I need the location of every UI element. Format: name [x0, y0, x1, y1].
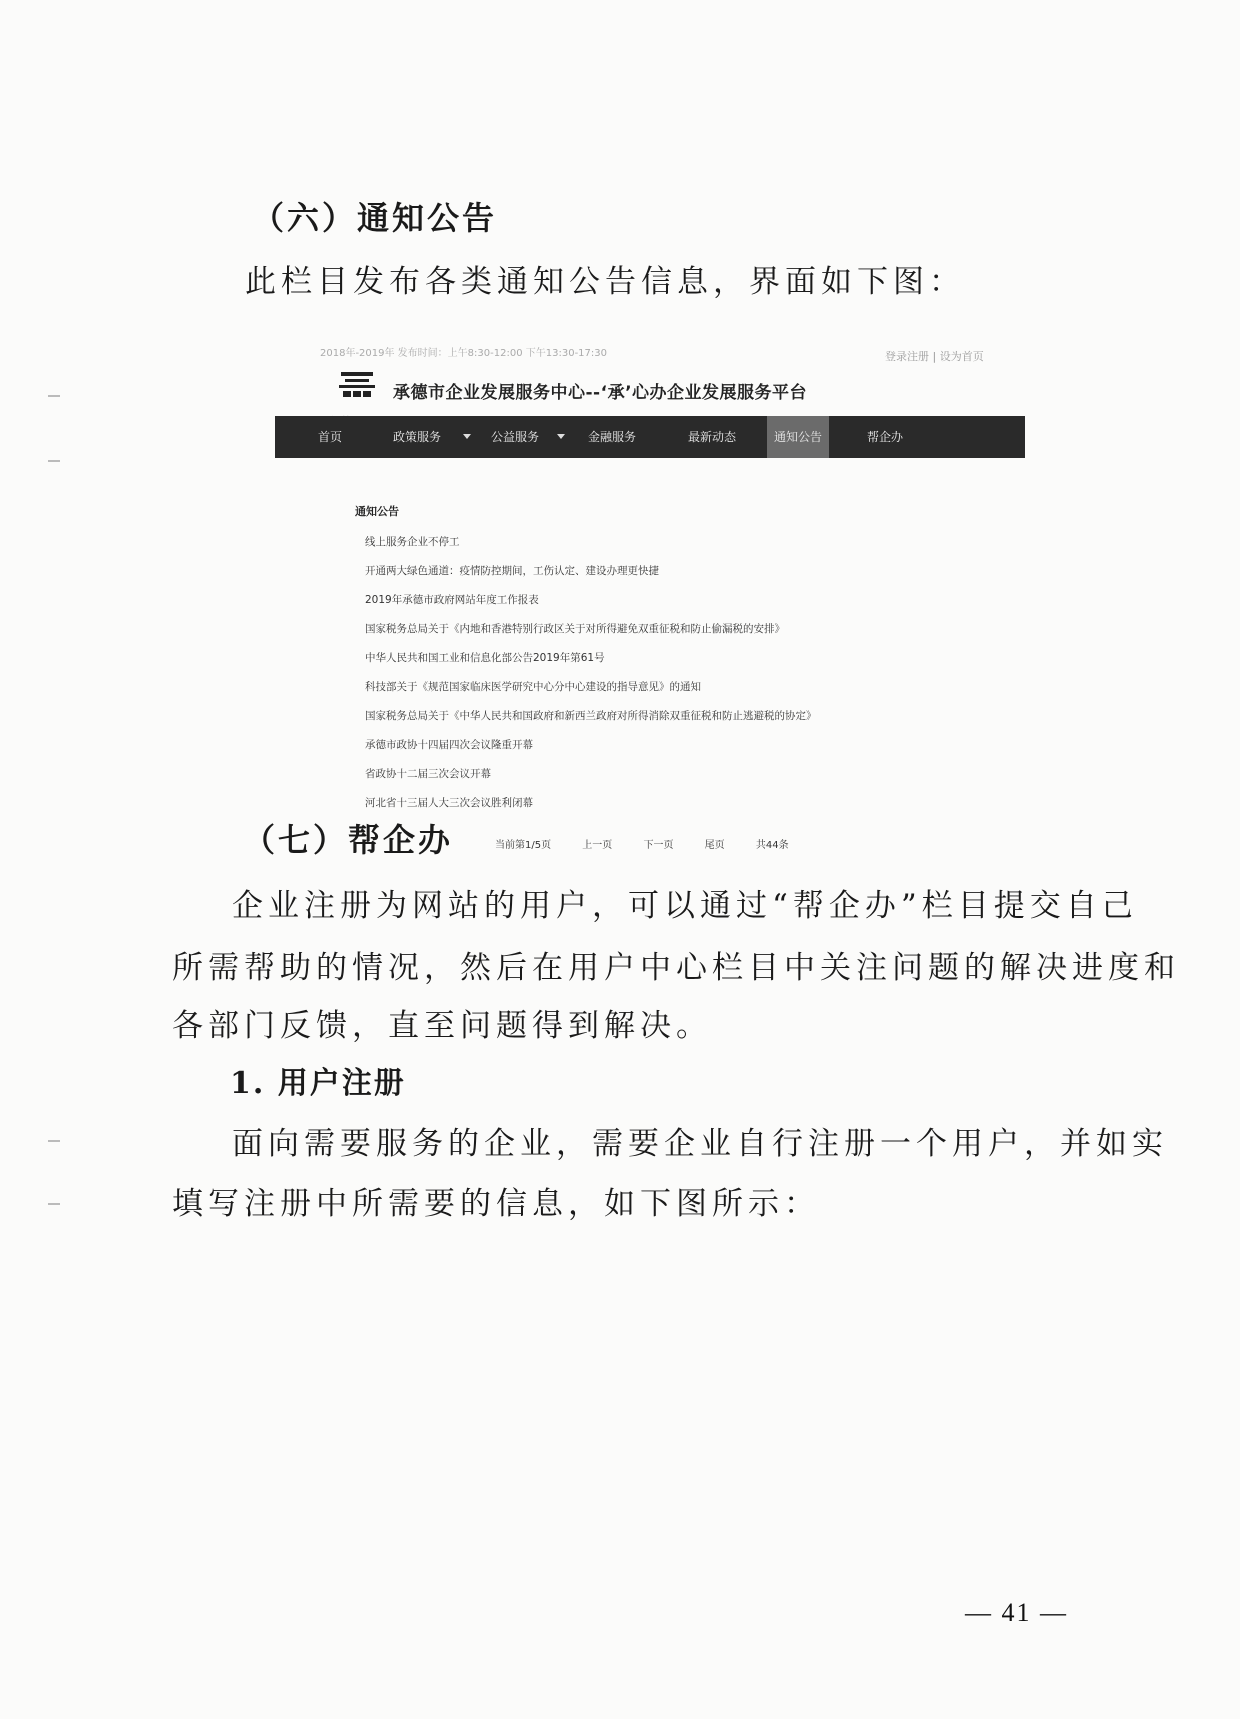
- notice-item[interactable]: 2019年承德市政府网站年度工作报表: [365, 594, 539, 606]
- pager-total: 共44条: [755, 840, 789, 851]
- site-logo-icon: [335, 368, 379, 412]
- notice-item[interactable]: 省政协十二届三次会议开幕: [365, 768, 491, 780]
- notice-item[interactable]: 开通两大绿色通道：疫情防控期间，工伤认定、建设办理更快捷: [365, 565, 659, 577]
- site-title: 承德市企业发展服务中心--‘承’心办企业发展服务平台: [393, 383, 808, 403]
- section-6-heading: （六）通知公告: [252, 199, 498, 237]
- section-6-intro: 此栏目发布各类通知公告信息，界面如下图：: [245, 264, 965, 300]
- section-7-para2-line1: 面向需要服务的企业，需要企业自行注册一个用户，并如实: [232, 1126, 1168, 1162]
- section-7-heading: （七）帮企办: [243, 821, 454, 859]
- chevron-down-icon: [557, 434, 565, 439]
- screenshot-top-links: 登录注册 | 设为首页: [885, 350, 984, 363]
- section-7-para1-line3: 各部门反馈，直至问题得到解决。: [172, 1008, 712, 1044]
- pager-last[interactable]: 尾页: [704, 840, 725, 851]
- screenshot-top-bar: 2018年-2019年 发布时间：上午8:30-12:00 下午13:30-17:30: [320, 348, 607, 359]
- pager-prev[interactable]: 上一页: [582, 840, 613, 851]
- notice-item[interactable]: 河北省十三届人大三次会议胜利闭幕: [365, 797, 533, 809]
- pagination: [495, 836, 817, 851]
- section-7-para1-line1: 企业注册为网站的用户，可以通过“帮企办”栏目提交自己: [232, 888, 1138, 924]
- pager-next[interactable]: 下一页: [643, 840, 674, 851]
- nav-public-services[interactable]: 公益服务: [490, 430, 539, 444]
- nav-finance-services[interactable]: 金融服务: [587, 430, 636, 444]
- section-7-para1-line2: 所需帮助的情况，然后在用户中心栏目中关注问题的解决进度和: [172, 950, 1180, 986]
- section-7-para2-line2: 填写注册中所需要的信息，如下图所示：: [172, 1186, 820, 1222]
- nav-notices[interactable]: 通知公告: [767, 416, 829, 458]
- notice-item[interactable]: 承德市政协十四届四次会议隆重开幕: [365, 739, 533, 751]
- website-screenshot: [265, 338, 1035, 858]
- subheading-user-registration: 1. 用户注册: [230, 1066, 406, 1101]
- nav-policy-services[interactable]: 政策服务: [392, 430, 441, 444]
- notice-item[interactable]: 国家税务总局关于《中华人民共和国政府和新西兰政府对所得消除双重征税和防止逃避税的协定》: [365, 710, 817, 722]
- nav-latest-news[interactable]: 最新动态: [687, 430, 736, 444]
- scan-mark: [48, 395, 60, 397]
- site-nav-bar: [275, 416, 1025, 458]
- scan-mark: [48, 1140, 60, 1142]
- scan-mark: [48, 460, 60, 462]
- nav-home[interactable]: 首页: [317, 430, 342, 444]
- notice-item[interactable]: 中华人民共和国工业和信息化部公告2019年第61号: [365, 652, 605, 664]
- notice-list-heading: 通知公告: [355, 505, 399, 518]
- notice-item[interactable]: 科技部关于《规范国家临床医学研究中心分中心建设的指导意见》的通知: [365, 681, 701, 693]
- notice-item[interactable]: 国家税务总局关于《内地和香港特别行政区关于对所得避免双重征税和防止偷漏税的安排》: [365, 623, 785, 635]
- chevron-down-icon: [463, 434, 471, 439]
- page-number: — 41 —: [965, 1598, 1068, 1627]
- scan-mark: [48, 1203, 60, 1205]
- notice-item[interactable]: 线上服务企业不停工: [365, 536, 460, 548]
- nav-help-enterprise[interactable]: 帮企办: [866, 430, 903, 444]
- pager-current: 当前第1/5页: [495, 840, 552, 851]
- notice-list: [365, 533, 817, 823]
